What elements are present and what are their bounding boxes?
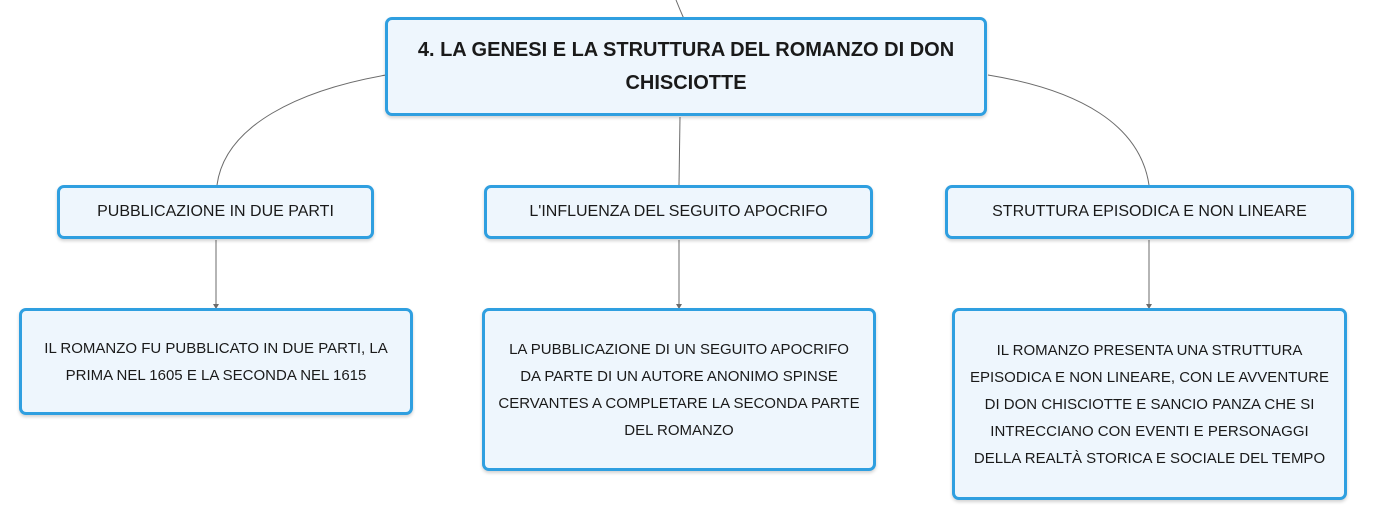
- topic-struttura-episodica[interactable]: [945, 185, 1354, 239]
- topic-influenza-seguito-apocrifo[interactable]: [484, 185, 873, 239]
- topic-label: L'INFLUENZA DEL SEGUITO APOCRIFO: [529, 203, 828, 220]
- central-topic-title: 4. LA GENESI E LA STRUTTURA DEL ROMANZO DI DON CHISCIOTTE: [417, 38, 955, 94]
- subtopic-text: IL ROMANZO FU PUBBLICATO IN DUE PARTI, LA PRIMA NEL 1605 E LA SECONDA NEL 1615: [44, 339, 388, 384]
- subtopic-seguito-apocrifo-detail[interactable]: [482, 308, 876, 471]
- connector-root-to-branch-2: [679, 117, 680, 185]
- topic-pubblicazione-in-due-parti[interactable]: [57, 185, 374, 239]
- subtopic-pubblicazione-detail[interactable]: [19, 308, 413, 415]
- subtopic-text: IL ROMANZO PRESENTA UNA STRUTTURA EPISODICA E NON LINEARE, CON LE AVVENTURE DI DON CHISCIOTTE E SANCIO PANZA CHE SI INTRECCIANO CON EVENTI E PERSONAGGI DELLA REALTÀ STORICA E SOCIALE DEL TEMPO: [970, 341, 1329, 467]
- connector-root-to-branch-1: [217, 75, 386, 185]
- topic-label: STRUTTURA EPISODICA E NON LINEARE: [992, 203, 1307, 220]
- topic-label: PUBBLICAZIONE IN DUE PARTI: [97, 203, 334, 220]
- connector-root-to-branch-3: [988, 75, 1149, 185]
- central-topic-node[interactable]: [385, 17, 987, 116]
- subtopic-struttura-detail[interactable]: [952, 308, 1347, 500]
- subtopic-text: LA PUBBLICAZIONE DI UN SEGUITO APOCRIFO DA PARTE DI UN AUTORE ANONIMO SPINSE CERVANTES A COMPLETARE LA SECONDA PARTE DEL ROMANZO: [498, 340, 860, 439]
